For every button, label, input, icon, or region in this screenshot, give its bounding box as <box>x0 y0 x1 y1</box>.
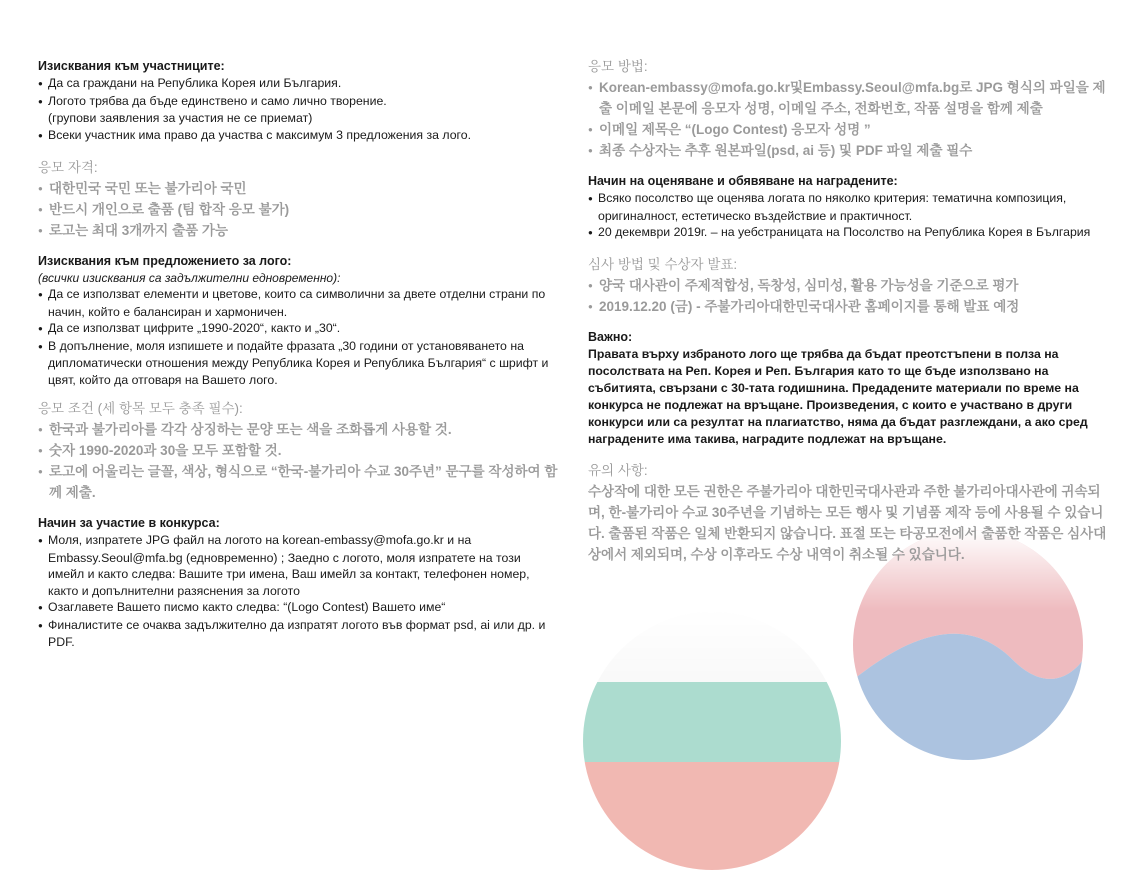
evaluation-ko-section <box>588 254 1108 317</box>
participants-item-1: ● Да са граждани на Република Корея или България. <box>38 75 558 93</box>
method-item-1: ● Моля, изпратете JPG файл на логото на korean-embassy@mofa.go.kr и на Embassy.Seoul@mfa.bg (едновременно) ; Заедно с логото, моля изпратете на този имейл и както следва: Вашите три имена, Ваш имейл за контакт, телефонен номер, както и допълнителни разяснения за логото <box>38 532 558 599</box>
participants-item-2: ● Логото трябва да бъде единствено и само лично творение. <box>38 93 558 111</box>
participants-section <box>38 58 558 144</box>
eligibility-ko-item-3: ● 로고는 최대 3개까지 출품 가능 <box>38 220 558 241</box>
eligibility-ko-item-2: ● 반드시 개인으로 출품 (팀 합작 응모 불가) <box>38 199 558 220</box>
eligibility-ko-item-1: ● 대한민국 국민 또는 불가리아 국민 <box>38 178 558 199</box>
method-ko-section <box>588 56 1108 161</box>
notes-ko-section <box>588 460 1108 565</box>
method-item-2: ● Озаглавете Вашето писмо както следва: “(Logo Contest) Вашето име“ <box>38 599 558 617</box>
conditions-ko-item-1: ● 한국과 불가리아를 각각 상징하는 문양 또는 색을 조화롭게 사용할 것. <box>38 419 558 440</box>
evaluation-ko-item-2: ● 2019.12.20 (금) - 주불가리아대한민국대사관 홈페이지를 통해 발표 예정 <box>588 296 1108 317</box>
evaluation-heading: Начин на оценяване и обявяване на наградените: <box>588 174 898 188</box>
right-column <box>588 56 1108 565</box>
evaluation-item-1: ● Всяко посолство ще оценява логата по няколко критерия: тематична композиция, оригиналност, естетическо въздействие и практичност. <box>588 190 1108 224</box>
proposal-heading: Изисквания към предложението за лого: <box>38 254 292 268</box>
bulgaria-flag-circle <box>583 612 841 870</box>
proposal-section <box>38 253 558 388</box>
conditions-ko-heading: 응모 조건 (세 항목 모두 충족 필수): <box>38 401 243 416</box>
participants-item-3: ● Всеки участник има право да участва с максимум 3 предложения за лого. <box>38 127 558 145</box>
eligibility-ko-heading: 응모 자격: <box>38 160 98 175</box>
conditions-ko-item-2: ● 숫자 1990-2020과 30을 모두 포함할 것. <box>38 440 558 461</box>
evaluation-item-2: ● 20 декември 2019г. – на уебстраницата на Посолство на Република Корея в България <box>588 224 1108 242</box>
proposal-item-1: ● Да се използват елементи и цветове, които са символични за двете отделни страни по начин, който е балансиран и хармоничен. <box>38 286 558 320</box>
evaluation-ko-item-1: ● 양국 대사관이 주제적합성, 독창성, 심미성, 활용 가능성을 기준으로 평가 <box>588 275 1108 296</box>
method-section <box>38 515 558 651</box>
important-heading: Важно: <box>588 329 633 344</box>
notes-ko-heading: 유의 사항: <box>588 462 648 478</box>
proposal-item-3: ● В допълнение, моля изпишете и подайте фразата „30 години от установяването на дипломатически отношения между Република Корея и Република България“ с шрифт и цвят, който да отговаря на Вашето лого. <box>38 338 558 389</box>
method-ko-item-3: ● 최종 수상자는 추후 원본파일(psd, ai 등) 및 PDF 파일 제출 필수 <box>588 140 1108 161</box>
method-heading: Начин за участие в конкурса: <box>38 516 220 530</box>
participants-note: (групови заявления за участия не се приемат) <box>48 111 313 125</box>
evaluation-ko-heading: 심사 방법 및 수상자 발표: <box>588 256 738 272</box>
important-text: Правата върху избраното лого ще трябва да бъдат преотстъпени в полза на посолствата на Реп. Корея и Реп. България като то ще бъде използвано на събитията, свързани с 30-тата годишнина. Предадените материали по време на конкурса не подлежат на връщане. Произведения, с които е участвано в други конкурси или са резултат на плагиатство, няма да бъдат разглеждани, а ако сред наградените има такива, наградите подлежат на връщане. <box>588 346 1088 446</box>
method-ko-item-2: ● 이메일 제목은 “(Logo Contest) 응모자 성명 ” <box>588 119 1108 140</box>
conditions-ko-section <box>38 398 558 503</box>
proposal-subheading: (всички изисквания са задължителни едновременно): <box>38 271 341 285</box>
left-column <box>38 58 558 651</box>
important-section <box>588 329 1108 448</box>
method-ko-item-1: ● Korean-embassy@mofa.go.kr및Embassy.Seoul@mfa.bg로 JPG 형식의 파일을 제출 이메일 본문에 응모자 성명, 이메일 주소, 전화번호, 작품 설명을 함께 제출 <box>588 77 1108 119</box>
conditions-ko-item-3: ● 로고에 어울리는 글꼴, 색상, 형식으로 “한국-불가리아 수교 30주년” 문구를 작성하여 함께 제출. <box>38 461 558 503</box>
notes-ko-text: 수상작에 대한 모든 권한은 주불가리아 대한민국대사관과 주한 불가리아대사관에 귀속되며, 한-불가리아 수교 30주년을 기념하는 모든 행사 및 기념품 제작 등에 사용될 수 있습니다. 출품된 작품은 일체 반환되지 않습니다. 표절 또는 타공모전에서 출품한 작품은 심사대상에서 제외되며, 수상 이후라도 수상 내역이 취소될 수 있습니다. <box>588 483 1107 562</box>
participants-heading: Изисквания към участниците: <box>38 59 225 73</box>
proposal-item-2: ● Да се използват цифрите „1990-2020“, както и „30“. <box>38 320 558 338</box>
korea-flag-circle <box>853 530 1083 760</box>
evaluation-section <box>588 173 1108 242</box>
method-ko-heading: 응모 방법: <box>588 59 648 74</box>
eligibility-ko-section <box>38 157 558 241</box>
method-item-3: ● Финалистите се очаква задължително да изпратят логото във формат psd, ai или др. и PDF. <box>38 617 558 651</box>
